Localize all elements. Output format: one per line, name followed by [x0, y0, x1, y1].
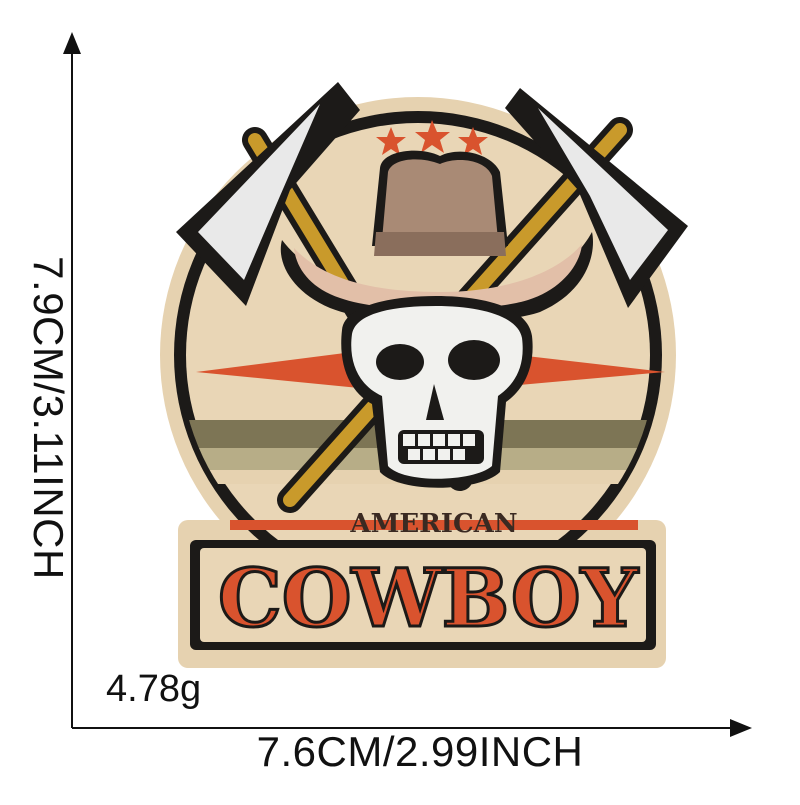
height-dimension-label: 7.9CM/3.11INCH [25, 256, 72, 580]
left-eye-socket [376, 344, 424, 380]
right-arrow-icon [730, 719, 752, 737]
american-label: AMERICAN [350, 509, 518, 539]
weight-label: 4.78g [106, 668, 202, 710]
cowboy-patch [150, 82, 690, 668]
up-arrow-icon [63, 32, 81, 54]
right-eye-socket [448, 340, 500, 380]
width-dimension-label: 7.6CM/2.99INCH [256, 728, 584, 775]
cowboy-label: COWBOY [218, 551, 639, 645]
